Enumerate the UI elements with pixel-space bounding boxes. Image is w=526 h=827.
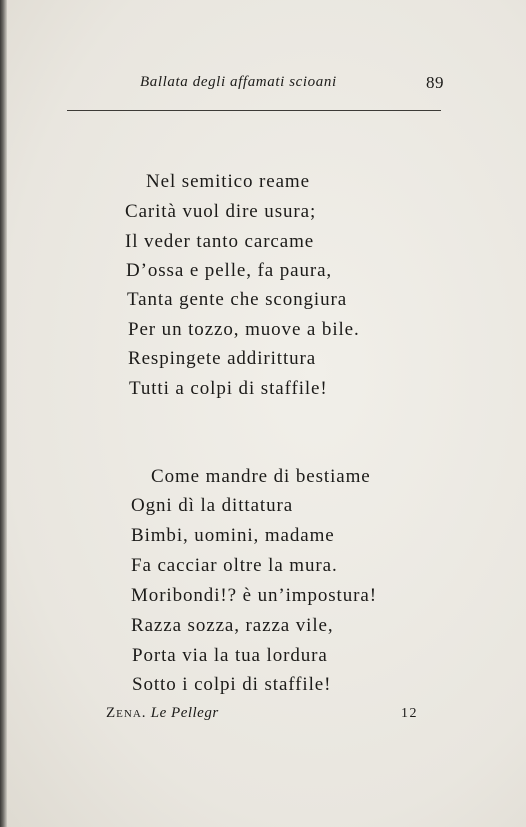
page-binding-edge: [0, 0, 7, 827]
verse-line: Fa cacciar oltre la mura.: [131, 555, 338, 576]
verse-line: Sotto i colpi di staffile!: [132, 674, 332, 695]
footer-author: Zena.: [106, 705, 147, 721]
running-title: Ballata degli affamati scioani: [140, 74, 337, 90]
verse-line: Moribondi!? è un’impostura!: [131, 585, 377, 606]
verse-line: Carità vuol dire usura;: [125, 201, 317, 222]
signature-number: 12: [401, 706, 418, 721]
header-rule: [67, 110, 441, 111]
verse-line: Ogni dì la dittatura: [131, 495, 294, 516]
footer-book-title: Le Pellegr: [150, 705, 219, 721]
verse-line: Per un tozzo, muove a bile.: [128, 319, 360, 340]
verse-line: Razza sozza, razza vile,: [131, 615, 334, 636]
verse-line: Il veder tanto carcame: [125, 231, 315, 252]
verse-line: Nel semitico reame: [146, 171, 310, 192]
verse-line: Porta via la tua lordura: [132, 645, 328, 666]
page-number: 89: [426, 73, 444, 92]
signature-mark: [106, 705, 219, 722]
verse-line: Tanta gente che scongiura: [127, 289, 348, 310]
verse-line: D’ossa e pelle, fa paura,: [126, 260, 333, 281]
verse-line: Respingete addirittura: [128, 348, 317, 369]
verse-line: Tutti a colpi di staffile!: [129, 378, 328, 399]
verse-line: Come mandre di bestiame: [151, 466, 371, 487]
verse-line: Bimbi, uomini, madame: [131, 525, 335, 546]
